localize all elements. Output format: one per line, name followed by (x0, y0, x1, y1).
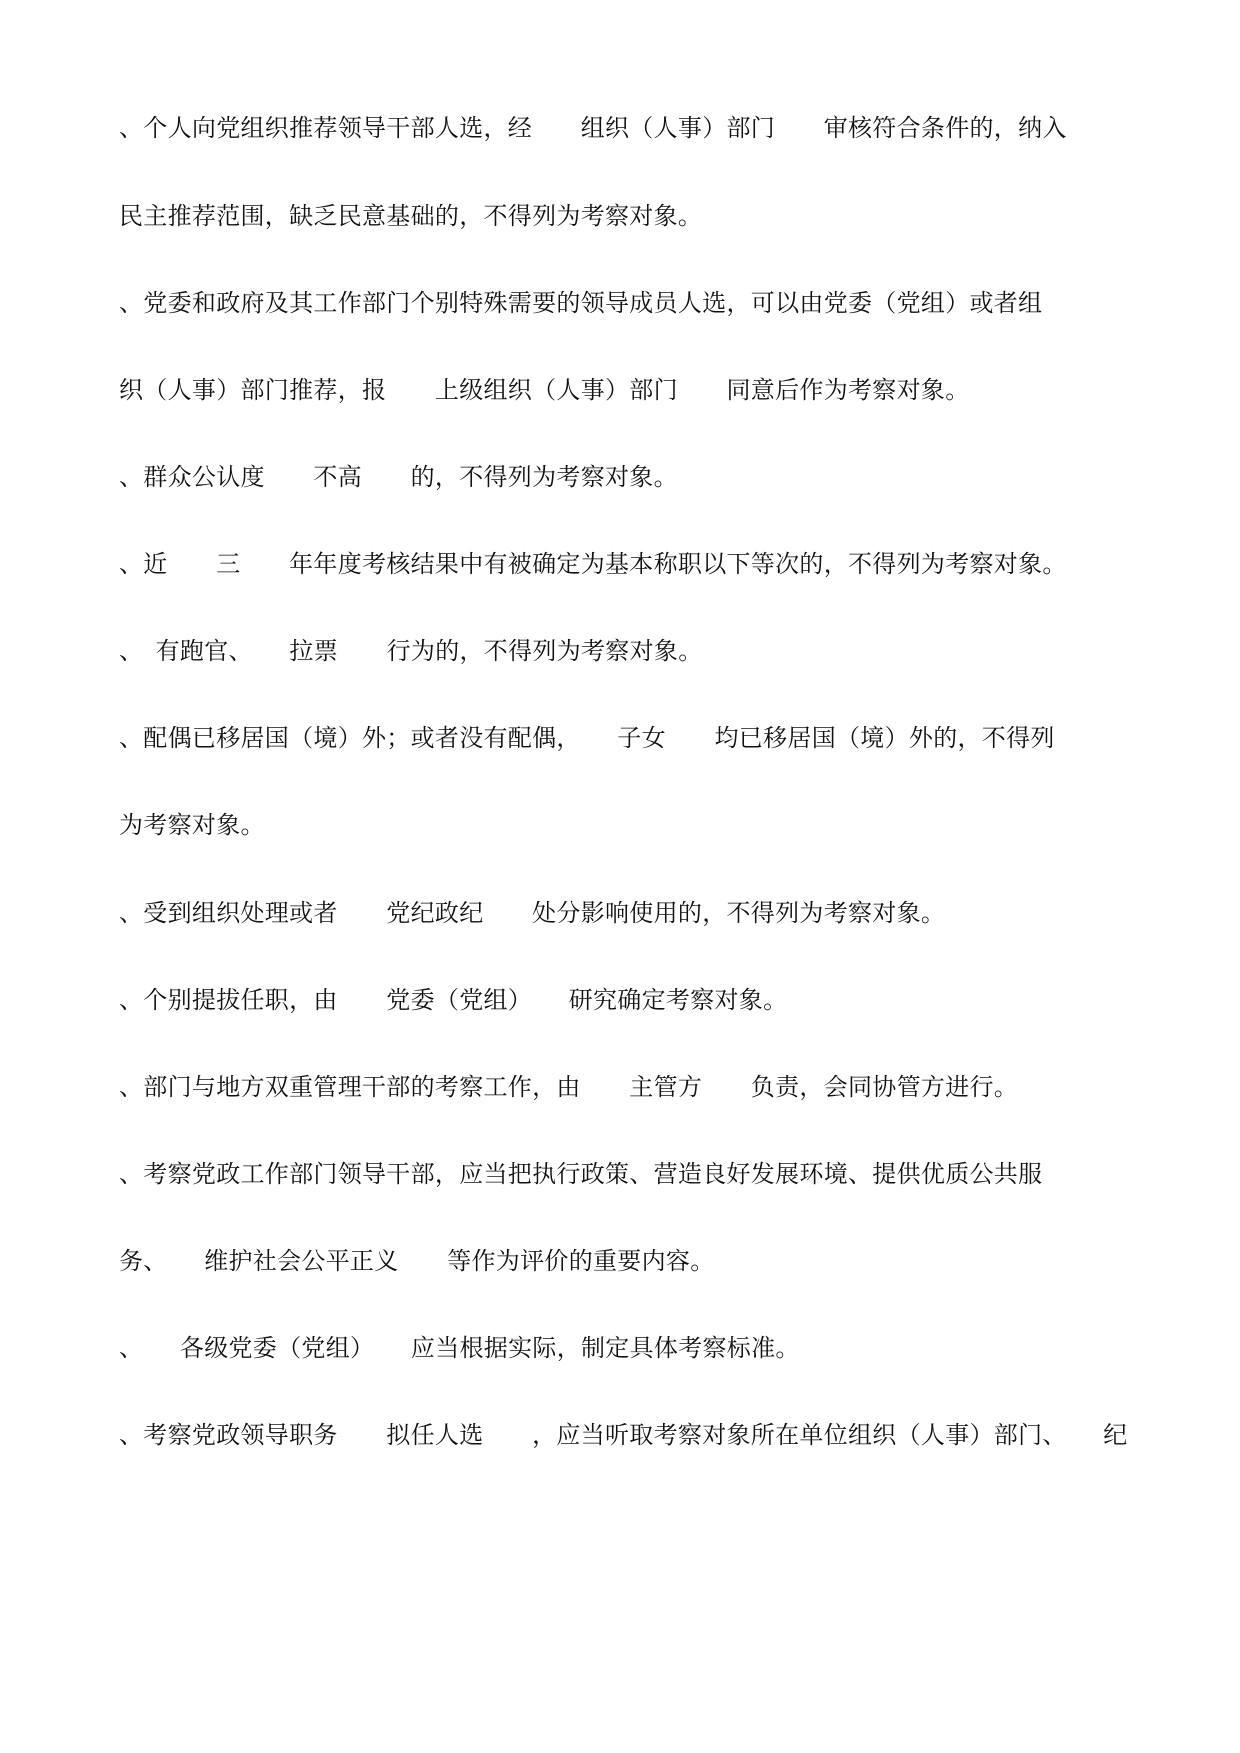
text-line: 、党委和政府及其工作部门个别特殊需要的领导成员人选，可以由党委（党组）或者组 (119, 289, 1043, 317)
text-line: 民主推荐范围，缺乏民意基础的，不得列为考察对象。 (119, 202, 703, 230)
text-line: 、个别提拔任职，由 党委（党组） 研究确定考察对象。 (119, 986, 788, 1014)
text-line: 为考察对象。 (119, 811, 265, 839)
text-line: 、考察党政领导职务 拟任人选 ，应当听取考察对象所在单位组织（人事）部门、 纪 (119, 1421, 1128, 1449)
text-line: 、群众公认度 不高 的，不得列为考察对象。 (119, 463, 678, 491)
text-line: 、近 三 年年度考核结果中有被确定为基本称职以下等次的，不得列为考察对象。 (119, 550, 1067, 578)
text-line: 、部门与地方双重管理干部的考察工作，由 主管方 负责，会同协管方进行。 (119, 1073, 1019, 1101)
text-line: 、个人向党组织推荐领导干部人选，经 组织（人事）部门 审核符合条件的，纳入 (119, 114, 1067, 142)
text-line: 织（人事）部门推荐，报 上级组织（人事）部门 同意后作为考察对象。 (119, 376, 970, 404)
text-line: 、受到组织处理或者 党纪政纪 处分影响使用的，不得列为考察对象。 (119, 899, 946, 927)
text-line: 、配偶已移居国（境）外；或者没有配偶， 子女 均已移居国（境）外的，不得列 (119, 724, 1055, 752)
text-line: 、 各级党委（党组） 应当根据实际，制定具体考察标准。 (119, 1334, 800, 1362)
text-line: 、 有跑官、 拉票 行为的，不得列为考察对象。 (119, 637, 703, 665)
text-line: 、考察党政工作部门领导干部，应当把执行政策、营造良好发展环境、提供优质公共服 (119, 1160, 1043, 1188)
text-line: 务、 维护社会公平正义 等作为评价的重要内容。 (119, 1247, 715, 1275)
